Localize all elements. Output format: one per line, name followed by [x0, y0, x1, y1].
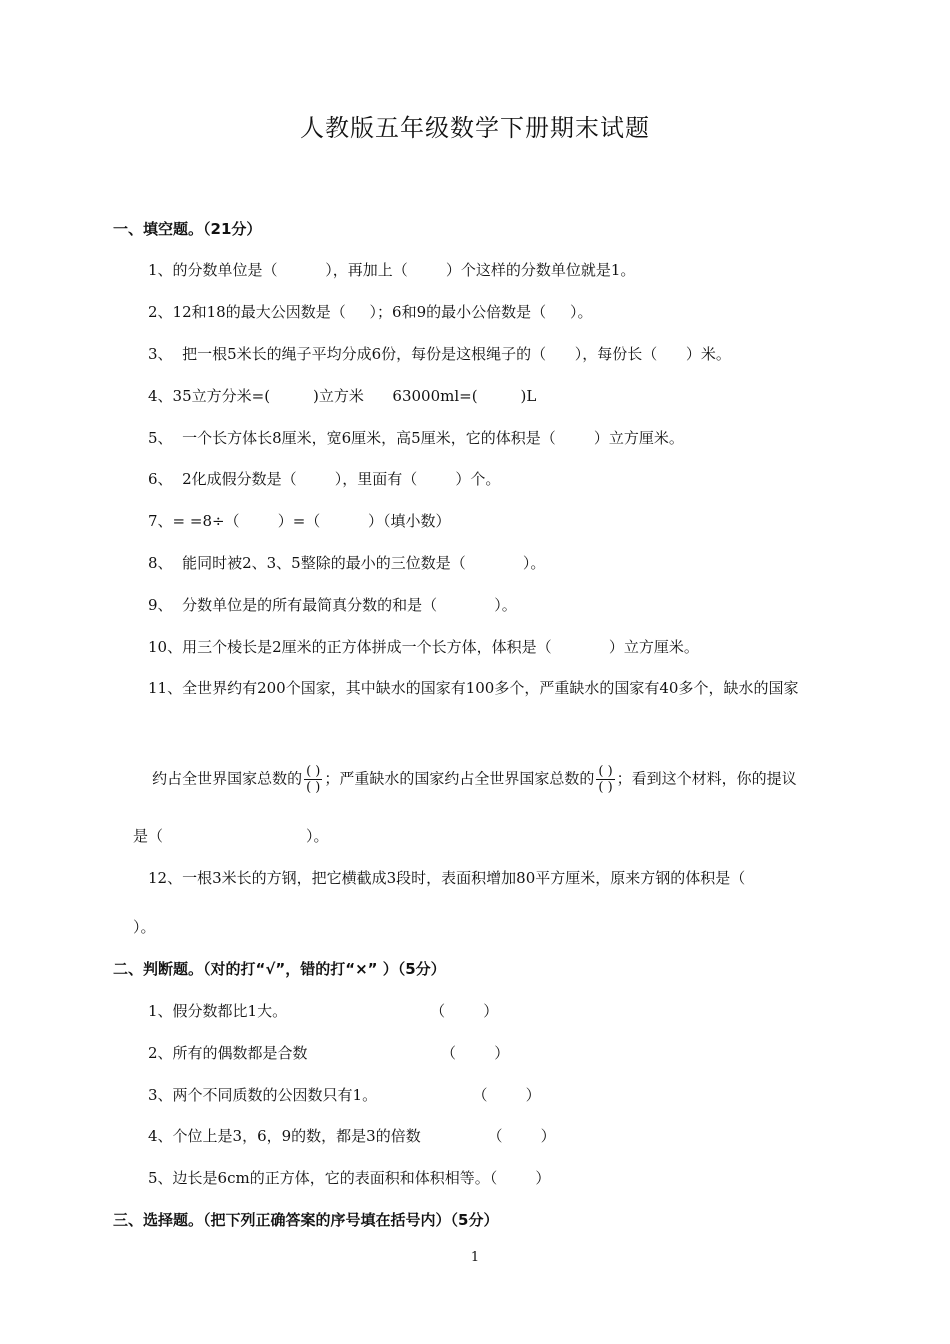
question-2-2: 2、所有的偶数都是合数 （ ） [148, 1044, 510, 1062]
question-2-5: 5、边长是6cm的正方体，它的表面积和体积相等。（ ） [148, 1169, 551, 1187]
question-1-2: 2、12和18的最大公因数是（ ）；6和9的最小公倍数是（ ）。 [148, 303, 593, 321]
fraction-denominator: ( ) [306, 780, 321, 795]
question-1-8: 8、 能同时被2、3、5整除的最小的三位数是（ ）。 [148, 554, 546, 572]
question-1-11-line-1: 11、全世界约有200个国家，其中缺水的国家有100多个，严重缺水的国家有40多个，缺水的国家 [148, 679, 799, 697]
section-3-heading: 三、选择题。（把下列正确答案的序号填在括号内）（5分） [113, 1211, 499, 1229]
question-1-11-line-2 [133, 746, 797, 813]
question-1-6: 6、 2化成假分数是（ ），里面有（ ）个。 [148, 470, 501, 488]
fraction-denominator: ( ) [598, 780, 613, 795]
fraction-numerator: ( ) [598, 764, 613, 779]
question-1-7: 7、= =8÷（ ）=（ ）（填小数） [148, 512, 451, 530]
question-1-1: 1、的分数单位是（ ），再加上（ ）个这样的分数单位就是1。 [148, 261, 636, 279]
question-1-12-line-2: ）。 [133, 918, 156, 936]
section-1-heading: 一、填空题。（21分） [113, 220, 262, 238]
question-1-9: 9、 分数单位是的所有最简真分数的和是（ ）。 [148, 596, 517, 614]
q11-fraction-blank-1[interactable] [304, 764, 322, 795]
question-1-12-line-1: 12、一根3米长的方钢，把它横截成3段时，表面积增加80平方厘米，原来方钢的体积是（ [148, 869, 746, 887]
q11-text-a: 约占全世界国家总数的 [152, 769, 303, 788]
page-number: 1 [470, 1250, 480, 1265]
fraction-numerator: ( ) [306, 764, 321, 779]
q11-text-c: ；看到这个材料，你的提议 [616, 769, 797, 788]
question-1-5: 5、 一个长方体长8厘米，宽6厘米，高5厘米，它的体积是（ ）立方厘米。 [148, 429, 684, 447]
question-2-3: 3、两个不同质数的公因数只有1。 （ ） [148, 1086, 541, 1104]
question-2-4: 4、个位上是3，6，9的数，都是3的倍数 （ ） [148, 1127, 556, 1145]
question-1-10: 10、用三个棱长是2厘米的正方体拼成一个长方体，体积是（ ）立方厘米。 [148, 638, 699, 656]
page-title: 人教版五年级数学下册期末试题 [300, 114, 650, 142]
section-2-heading: 二、判断题。（对的打“√”，错的打“×” ）（5分） [113, 960, 446, 978]
question-1-3: 3、 把一根5米长的绳子平均分成6份，每份是这根绳子的（ ），每份长（ ）米。 [148, 345, 731, 363]
question-2-1: 1、假分数都比1大。 （ ） [148, 1002, 499, 1020]
question-1-11-line-3: 是（ ）。 [133, 827, 329, 845]
q11-fraction-blank-2[interactable] [596, 764, 614, 795]
q11-text-b: ；严重缺水的国家约占全世界国家总数的 [324, 769, 595, 788]
question-1-4: 4、35立方分米=( )立方米 63000ml=( )L [148, 387, 537, 405]
